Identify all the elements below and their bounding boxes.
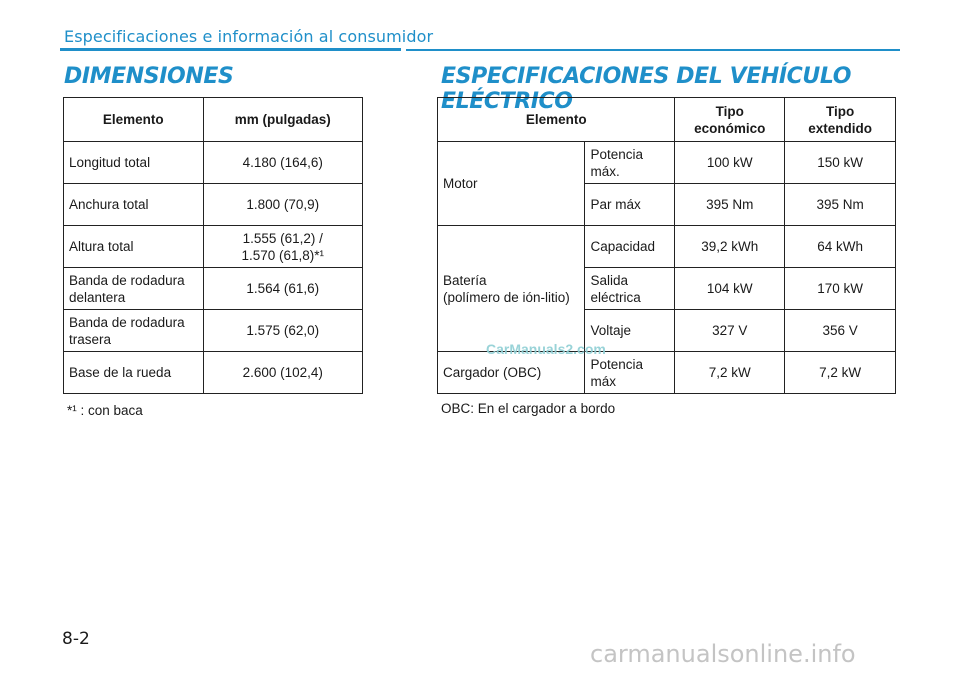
dim-item-line1: Banda de rodadura	[69, 272, 185, 288]
header-rule-left	[60, 48, 401, 51]
dim-item: Longitud total	[64, 142, 204, 184]
dimensions-header-row	[64, 98, 363, 142]
dim-item	[64, 268, 204, 310]
table-row	[64, 184, 363, 226]
table-row	[438, 226, 896, 268]
ev-col-economic	[675, 98, 785, 142]
dim-item: Base de la rueda	[64, 352, 204, 394]
dim-value-line2: 1.570 (61,8)*¹	[241, 247, 325, 263]
dim-item-line2: delantera	[69, 289, 126, 305]
table-row	[64, 226, 363, 268]
dim-value: 1.800 (70,9)	[203, 184, 362, 226]
ev-value: 356 V	[785, 310, 896, 352]
ev-battery-label	[438, 226, 585, 352]
dimensions-col-item: Elemento	[64, 98, 204, 142]
section-header-title: Especificaciones e información al consumidor	[64, 27, 434, 46]
dim-item: Altura total	[64, 226, 204, 268]
ev-charger-power-line1: Potencia	[590, 356, 644, 372]
ev-col-item: Elemento	[438, 98, 675, 142]
ev-value: 327 V	[675, 310, 785, 352]
ev-motor-torque-label: Par máx	[585, 184, 675, 226]
dim-value: 4.180 (164,6)	[203, 142, 362, 184]
dim-value	[203, 226, 362, 268]
ev-battery-output-line1: Salida	[590, 272, 629, 288]
ev-battery-output-label	[585, 268, 675, 310]
table-row	[438, 352, 896, 394]
ev-specs-footnote: OBC: En el cargador a bordo	[441, 401, 616, 416]
footer-watermark: carmanualsonline.info	[590, 640, 856, 668]
dim-value: 2.600 (102,4)	[203, 352, 362, 394]
dim-item	[64, 310, 204, 352]
ev-value: 150 kW	[785, 142, 896, 184]
ev-motor-power-line1: Potencia	[590, 146, 644, 162]
ev-col-economic-line1: Tipo	[715, 103, 744, 119]
ev-charger-power-line2: máx	[590, 373, 616, 389]
dim-value-line1: 1.555 (61,2) /	[242, 230, 323, 246]
ev-charger-power-label	[585, 352, 675, 394]
ev-value: 100 kW	[675, 142, 785, 184]
ev-col-extended-line1: Tipo	[825, 103, 855, 119]
ev-value: 104 kW	[675, 268, 785, 310]
dimensions-table	[63, 97, 363, 394]
table-row	[438, 142, 896, 184]
table-row	[64, 142, 363, 184]
ev-col-extended	[785, 98, 896, 142]
ev-value: 7,2 kW	[785, 352, 896, 394]
ev-value: 64 kWh	[785, 226, 896, 268]
ev-col-extended-line2: extendido	[808, 120, 872, 136]
ev-value: 395 Nm	[785, 184, 896, 226]
ev-motor-power-label	[585, 142, 675, 184]
ev-header-row	[438, 98, 896, 142]
page-number: 8-2	[62, 629, 90, 649]
ev-value: 39,2 kWh	[675, 226, 785, 268]
dim-item-line2: trasera	[69, 331, 112, 347]
dim-item: Anchura total	[64, 184, 204, 226]
dimensions-title: DIMENSIONES	[64, 64, 234, 89]
ev-value: 395 Nm	[675, 184, 785, 226]
table-row	[64, 352, 363, 394]
dim-value: 1.575 (62,0)	[203, 310, 362, 352]
dimensions-col-value: mm (pulgadas)	[203, 98, 362, 142]
ev-value: 7,2 kW	[675, 352, 785, 394]
dim-value: 1.564 (61,6)	[203, 268, 362, 310]
ev-specs-title: ESPECIFICACIONES DEL VEHÍCULO ELÉCTRICO	[441, 64, 852, 114]
ev-value: 170 kW	[785, 268, 896, 310]
ev-charger-label: Cargador (OBC)	[438, 352, 585, 394]
ev-motor-power-line2: máx.	[590, 163, 620, 179]
ev-battery-voltage-label: Voltaje	[585, 310, 675, 352]
ev-battery-output-line2: eléctrica	[590, 289, 641, 305]
header-rule-right	[406, 49, 900, 51]
ev-battery-label-line1: Batería	[443, 272, 487, 288]
table-row	[64, 268, 363, 310]
ev-motor-label: Motor	[438, 142, 585, 226]
ev-battery-label-line2: (polímero de ión-litio)	[443, 289, 570, 305]
watermark: CarManuals2.com	[486, 341, 606, 357]
ev-battery-capacity-label: Capacidad	[585, 226, 675, 268]
table-row	[64, 310, 363, 352]
dimensions-footnote: *¹ : con baca	[67, 403, 143, 418]
dim-item-line1: Banda de rodadura	[69, 314, 185, 330]
ev-col-economic-line2: económico	[694, 120, 766, 136]
